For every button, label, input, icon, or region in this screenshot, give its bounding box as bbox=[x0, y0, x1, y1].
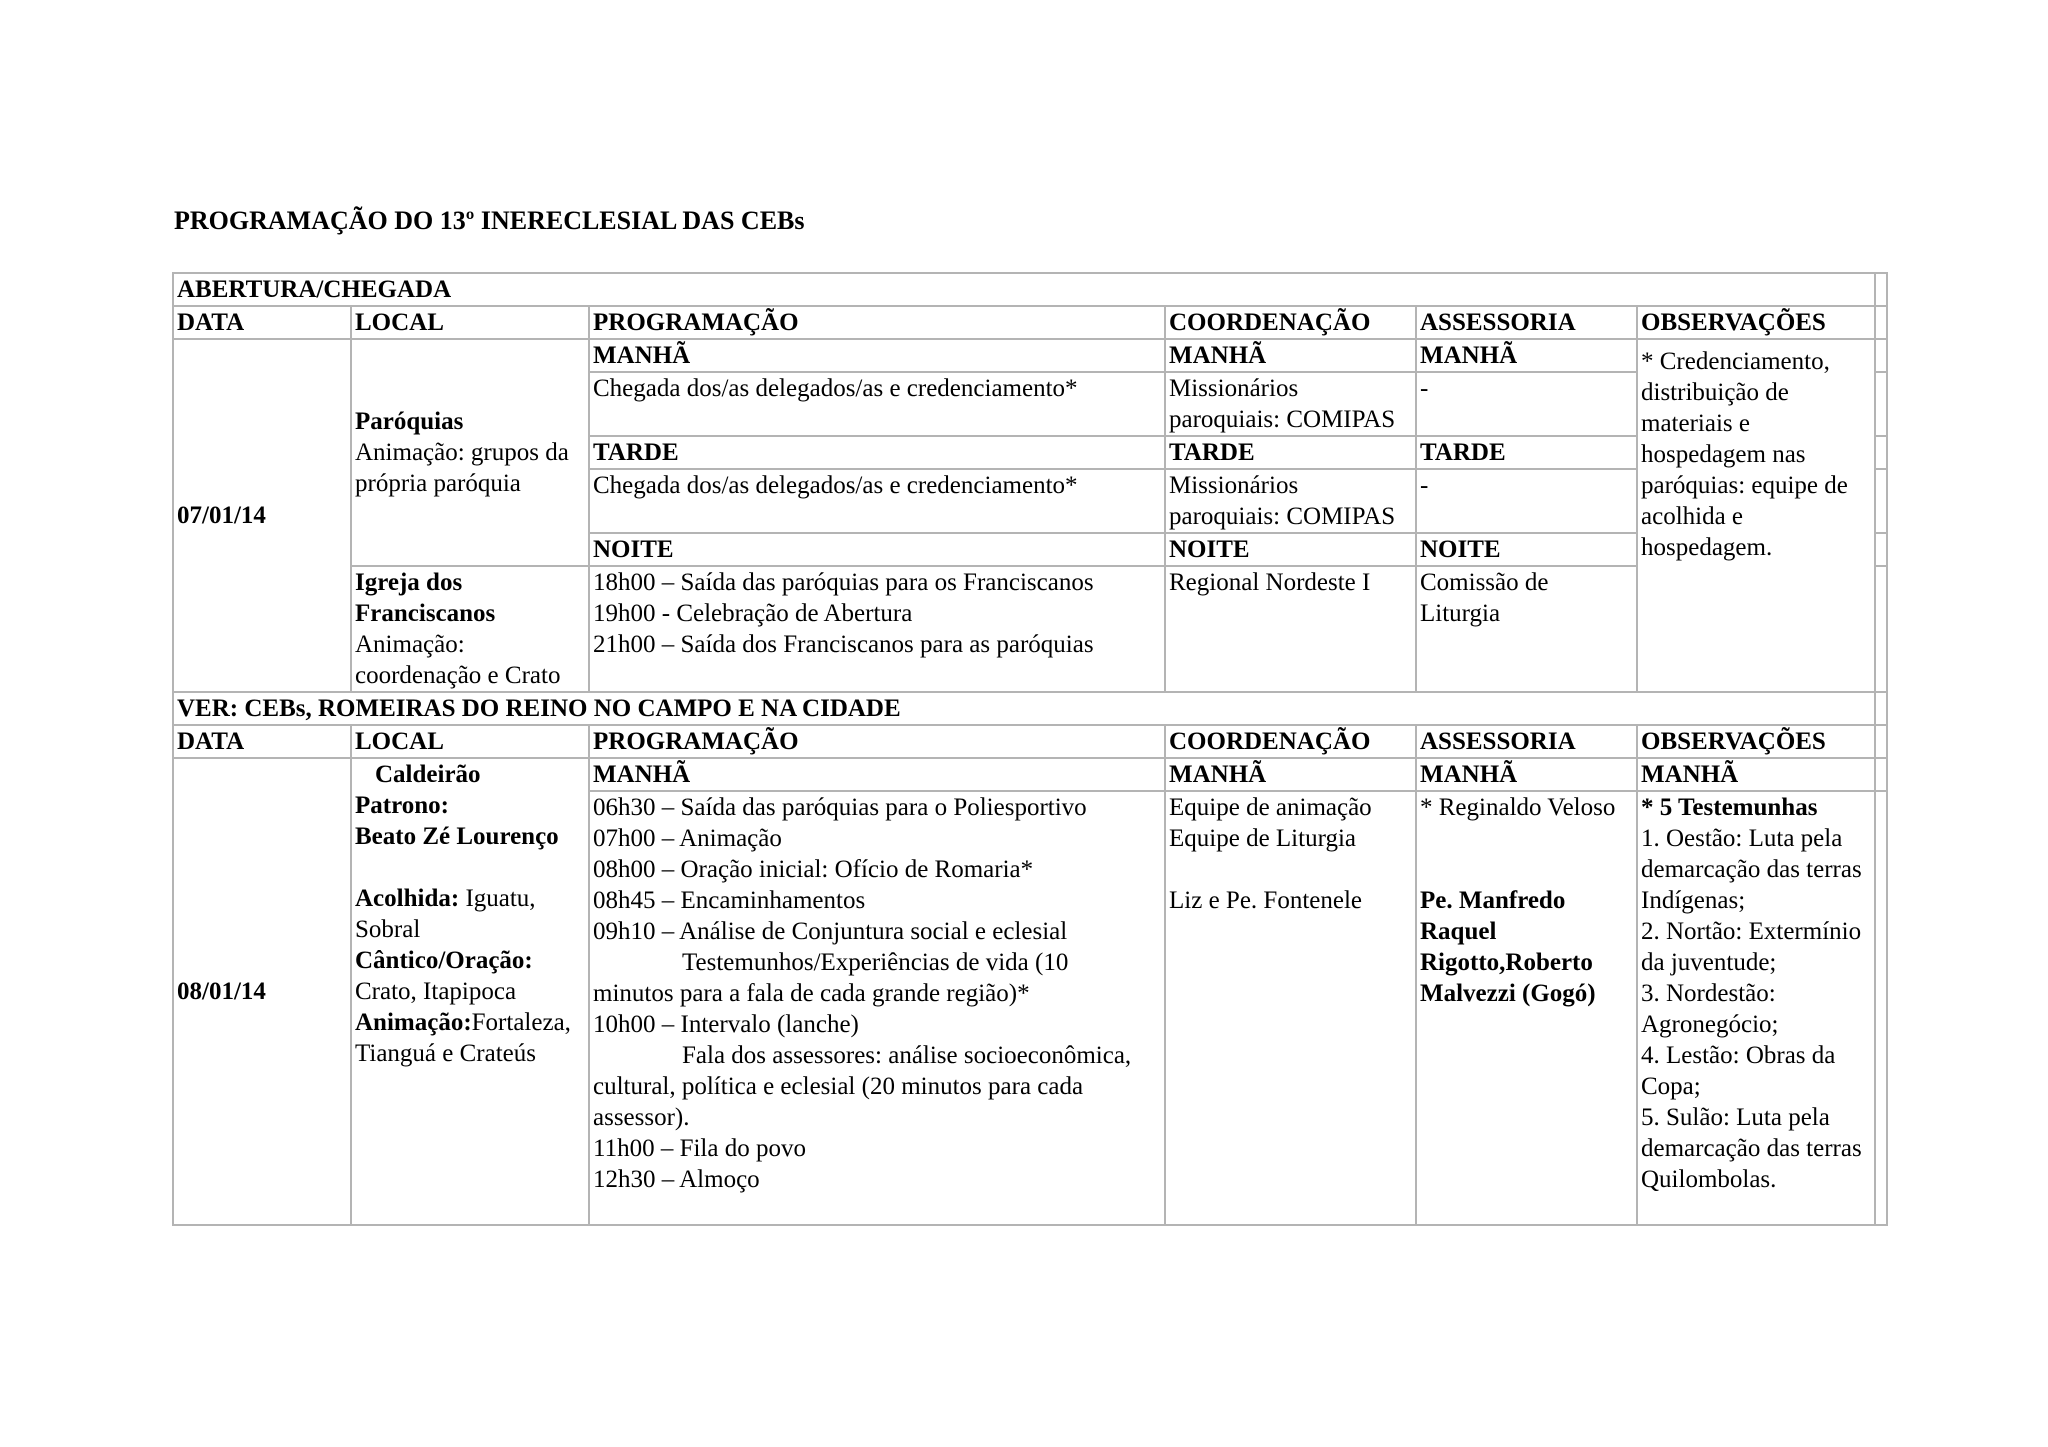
local-detail-label: Animação: bbox=[355, 631, 465, 658]
header-coordenacao: COORDENAÇÃO bbox=[1165, 306, 1416, 339]
prog-tarde: Chegada dos/as delegados/as e credenciamento* bbox=[589, 469, 1165, 533]
animacao-label: Animação: bbox=[355, 1009, 472, 1036]
period-manha-assess: MANHÃ bbox=[1416, 339, 1637, 372]
cantico-label: Cântico/Oração: bbox=[355, 947, 533, 974]
program-table bbox=[172, 272, 1888, 1226]
assess-noite: Comissão de Liturgia bbox=[1416, 566, 1637, 692]
prog-line: 12h30 – Almoço bbox=[593, 1166, 760, 1193]
period-noite-assess: NOITE bbox=[1416, 533, 1637, 566]
coord-manha: Missionários paroquiais: COMIPAS bbox=[1165, 372, 1416, 436]
patrono-name: Beato Zé Lourenço bbox=[355, 823, 559, 850]
cantico-value: Crato, Itapipoca bbox=[355, 978, 517, 1005]
header-programacao: PROGRAMAÇÃO bbox=[589, 306, 1165, 339]
local-detail: coordenação e Crato bbox=[355, 662, 561, 689]
period-tarde-assess: TARDE bbox=[1416, 436, 1637, 469]
assess-manha-ver bbox=[1416, 791, 1637, 1225]
assess-manha: - bbox=[1416, 372, 1637, 436]
coord-line: Liz e Pe. Fontenele bbox=[1169, 887, 1362, 914]
header-row bbox=[173, 725, 1887, 758]
acolhida-label: Acolhida: bbox=[355, 885, 460, 912]
prog-line: 07h00 – Animação bbox=[593, 825, 782, 852]
obs-manha-ver bbox=[1637, 791, 1875, 1225]
period-manha: MANHÃ bbox=[589, 339, 1165, 372]
header-coordenacao: COORDENAÇÃO bbox=[1165, 725, 1416, 758]
header-local: LOCAL bbox=[351, 725, 589, 758]
testemunha-item: 3. Nordestão: Agronegócio; bbox=[1641, 980, 1779, 1038]
prog-line: 09h10 – Análise de Conjuntura social e eclesial bbox=[593, 918, 1068, 945]
section-title-ver: VER: CEBs, ROMEIRAS DO REINO NO CAMPO E NA CIDADE bbox=[173, 692, 1875, 725]
header-observacoes: OBSERVAÇÕES bbox=[1637, 306, 1875, 339]
local-name: Igreja dos Franciscanos bbox=[355, 569, 496, 627]
patrono-label: Patrono: bbox=[355, 792, 449, 819]
prog-line: 19h00 - Celebração de Abertura bbox=[593, 600, 913, 627]
header-data: DATA bbox=[173, 306, 351, 339]
header-local: LOCAL bbox=[351, 306, 589, 339]
section-title-abertura: ABERTURA/CHEGADA bbox=[173, 273, 1875, 306]
observacoes-cell: * Credenciamento, distribuição de materiais e hospedagem nas paróquias: equipe de acolhida e hospedagem. bbox=[1637, 339, 1875, 692]
assess-line: * Reginaldo Veloso bbox=[1420, 794, 1616, 821]
prog-line: Testemunhos/Experiências de vida (10 bbox=[682, 949, 1069, 976]
coord-noite: Regional Nordeste I bbox=[1165, 566, 1416, 692]
testemunha-item: 1. Oestão: Luta pela demarcação das terras Indígenas; bbox=[1641, 825, 1862, 914]
period-tarde: TARDE bbox=[589, 436, 1165, 469]
local-cell-caldeirao bbox=[351, 758, 589, 1225]
header-row bbox=[173, 306, 1887, 339]
period-noite-coord: NOITE bbox=[1165, 533, 1416, 566]
prog-line: Fala dos assessores: análise socioeconômica, bbox=[682, 1042, 1132, 1069]
assess-tarde: - bbox=[1416, 469, 1637, 533]
date-cell: 07/01/14 bbox=[173, 339, 351, 692]
testemunha-item: 2. Nortão: Extermínio da juventude; bbox=[1641, 918, 1862, 976]
period-manha-coord: MANHÃ bbox=[1165, 758, 1416, 791]
period-manha-obs: MANHÃ bbox=[1637, 758, 1875, 791]
local-name: Paróquias bbox=[355, 408, 464, 435]
coord-line: Equipe de Liturgia bbox=[1169, 825, 1356, 852]
prog-line: 18h00 – Saída das paróquias para os Franciscanos bbox=[593, 569, 1094, 596]
local-name: Caldeirão bbox=[375, 761, 481, 788]
period-noite: NOITE bbox=[589, 533, 1165, 566]
testemunha-item: 4. Lestão: Obras da Copa; bbox=[1641, 1042, 1836, 1100]
prog-line: 08h45 – Encaminhamentos bbox=[593, 887, 866, 914]
date-cell: 08/01/14 bbox=[173, 758, 351, 1225]
prog-line: cultural, política e eclesial (20 minutos para cada assessor). bbox=[593, 1073, 1084, 1131]
local-cell-paroquias bbox=[351, 339, 589, 566]
coord-manha-ver bbox=[1165, 791, 1416, 1225]
prog-line: minutos para a fala de cada grande região)* bbox=[593, 980, 1030, 1007]
document-title: PROGRAMAÇÃO DO 13º INERECLESIAL DAS CEBs bbox=[174, 206, 805, 235]
prog-line: 11h00 – Fila do povo bbox=[593, 1135, 806, 1162]
prog-line: 10h00 – Intervalo (lanche) bbox=[593, 1011, 859, 1038]
header-assessoria: ASSESSORIA bbox=[1416, 725, 1637, 758]
header-assessoria: ASSESSORIA bbox=[1416, 306, 1637, 339]
prog-manha-ver bbox=[589, 791, 1165, 1225]
assess-names: Pe. Manfredo Raquel Rigotto,Roberto Malvezzi (Gogó) bbox=[1420, 887, 1596, 1007]
period-manha-assess: MANHÃ bbox=[1416, 758, 1637, 791]
prog-noite bbox=[589, 566, 1165, 692]
prog-line: 21h00 – Saída dos Franciscanos para as paróquias bbox=[593, 631, 1094, 658]
testemunha-item: 5. Sulão: Luta pela demarcação das terras Quilombolas. bbox=[1641, 1104, 1862, 1193]
coord-line: Equipe de animação bbox=[1169, 794, 1372, 821]
header-data: DATA bbox=[173, 725, 351, 758]
prog-manha: Chegada dos/as delegados/as e credenciamento* bbox=[589, 372, 1165, 436]
local-detail: Animação: grupos da própria paróquia bbox=[355, 439, 569, 497]
period-manha-coord: MANHÃ bbox=[1165, 339, 1416, 372]
acolhida-value: Iguatu, Sobral bbox=[355, 885, 536, 943]
local-cell-franciscanos bbox=[351, 566, 589, 692]
coord-tarde: Missionários paroquiais: COMIPAS bbox=[1165, 469, 1416, 533]
animacao-value: Fortaleza, Tianguá e Crateús bbox=[355, 1009, 571, 1067]
period-manha: MANHÃ bbox=[589, 758, 1165, 791]
header-programacao: PROGRAMAÇÃO bbox=[589, 725, 1165, 758]
header-observacoes: OBSERVAÇÕES bbox=[1637, 725, 1875, 758]
prog-line: 06h30 – Saída das paróquias para o Poliesportivo bbox=[593, 794, 1087, 821]
testemunhas-head: * 5 Testemunhas bbox=[1641, 794, 1818, 821]
period-tarde-coord: TARDE bbox=[1165, 436, 1416, 469]
prog-line: 08h00 – Oração inicial: Ofício de Romaria* bbox=[593, 856, 1034, 883]
